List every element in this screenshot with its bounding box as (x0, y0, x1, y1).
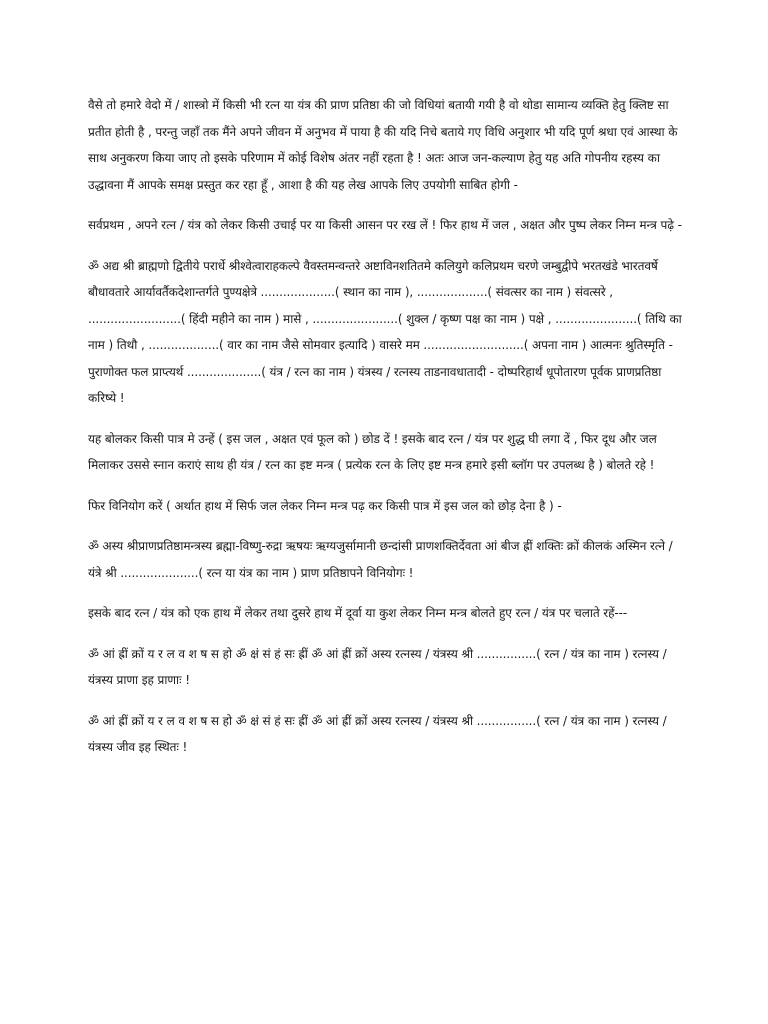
durva-instruction-paragraph: इसके बाद रत्न / यंत्र को एक हाथ में लेकर तथा दुसरे हाथ में दूर्वा या कुश लेकर निम्न मन्त्र बोलते हुए रत्न / यंत्र पर चलाते रहें--- (88, 606, 628, 620)
sankalp-mantra-paragraph: ॐ अद्य श्री ब्राह्मणो द्वितीये परार्धे श्रीश्वेत्वाराहकल्पे वैवस्तमन्वन्तरे अष्टाविनशतितमे कलियुगे कलिप्रथम चरणे जम्बुद्वीपे भरतखंडे भारतवर्षे बौधावतारे आर्यावर्तैकदेशान्तर्गते पुण्यक्षेत्रे ....................( स्थान का नाम ), ...................( संवत्सर का नाम ) संवत्सरे , .........................( हिंदी महीने का नाम ) मासे , .......................( शुक्ल / कृष्ण पक्ष का नाम ) पक्षे , ......................( तिथि का नाम ) तिथौ , ...................( वार का नाम जैसे सोमवार इत्यादि ) वासरे मम ...........................( अपना नाम ) आत्मनः श्रुतिस्मृति - पुराणोक्त फल प्राप्त्यर्थ ....................( यंत्र / रत्न का नाम ) यंत्रस्य / रत्नस्य ताडनावधातादी - दोष्परिहार्थं धूपोतारण पूर्वक प्राणप्रतिष्ठा करिष्ये ! (88, 258, 682, 405)
prana-mantra-paragraph: ॐ आं ह्रीं क्रों य र ल व श ष स हो ॐ क्षं सं हं सः ह्रीं ॐ आं ह्रीं क्रों अस्य रत्नस्य / यंत्रस्य श्री ................( रत्न / यंत्र का नाम ) रत्नस्य / यंत्रस्य प्राणा इह प्राणाः ! (88, 646, 667, 687)
document-page (88, 92, 688, 775)
viniyog-instruction-paragraph: फिर विनियोग करें ( अर्थात हाथ में सिर्फ जल लेकर निम्न मन्त्र पढ़ कर किसी पात्र में इस जल को छोड़ देना है ) - (88, 498, 562, 513)
intro-paragraph: वैसे तो हमारे वेदो में / शास्त्रो में किसी भी रत्न या यंत्र की प्राण प्रतिष्ठा की जो विधियां बतायी गयी है वो थोडा सामान्य व्यक्ति हेतु क्लिष्ट सा प्रतीत होती है , परन्तु जहाँ तक मैंने अपने जीवन में अनुभव में पाया है की यदि निचे बताये गए विधि अनुशार भी यदि पूर्ण श्रधा एवं आस्था के साथ अनुकरण किया जाए तो इसके परिणाम में कोई विशेष अंतर नहीं रहता है ! अतः आज जन-कल्याण हेतु यह अति गोपनीय रहस्य का उद्धावना मैं आपके समक्ष प्रस्तुत कर रहा हूँ , आशा है की यह लेख आपके लिए उपयोगी साबित होगी - (88, 98, 678, 192)
jeeva-mantra-paragraph: ॐ आं ह्रीं क्रों य र ल व श ष स हो ॐ क्षं सं हं सः ह्रीं ॐ आं ह्रीं क्रों अस्य रत्नस्य / यंत्रस्य श्री ................( रत्न / यंत्र का नाम ) रत्नस्य / यंत्रस्य जीव इह स्थितः ! (88, 713, 667, 754)
first-step-paragraph: सर्वप्रथम , अपने रत्न / यंत्र को लेकर किसी उचाई पर या किसी आसन पर रख लें ! फिर हाथ में जल , अक्षत और पुष्प लेकर निम्न मन्त्र पढ़े - (88, 218, 682, 232)
bath-instruction-paragraph: यह बोलकर किसी पात्र मे उन्हें ( इस जल , अक्षत एवं फूल को ) छोड दें ! इसके बाद रत्न / यंत्र पर शुद्ध घी लगा दें , फिर दूध और जल मिलाकर उससे स्नान कराएं साथ ही यंत्र / रत्न का इष्ट मन्त्र ( प्रत्येक रत्न के लिए इष्ट मन्त्र हमारे इसी ब्लॉग पर उपलब्ध है ) बोलते रहे ! (88, 431, 657, 472)
viniyog-mantra-paragraph: ॐ अस्य श्रीप्राणप्रतिष्ठामन्त्रस्य ब्रह्मा-विष्णु-रुद्रा ऋषयः ऋग्यजुर्सामानी छन्दांसी प्राणशक्तिर्देवता आं बीज ह्रीं शक्तिः क्रों कीलकं अस्मिन रत्ने / यंत्रे श्री .....................( रत्न या यंत्र का नाम ) प्राण प्रतिष्ठापने विनियोगः ! (88, 539, 673, 580)
